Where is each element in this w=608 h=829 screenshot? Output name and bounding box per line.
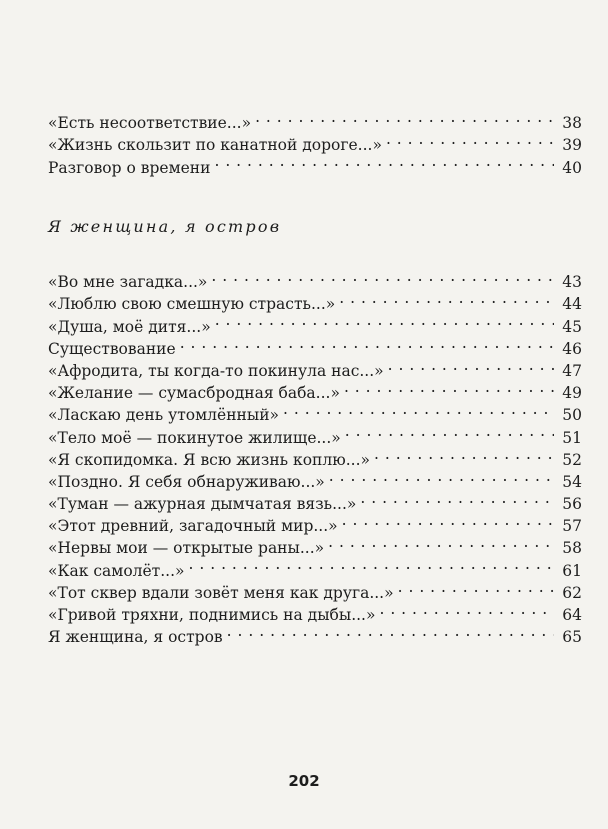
- toc-entry-page: 61: [562, 561, 582, 580]
- toc-entry-title: «Тот сквер вдали зовёт меня как друга...»: [48, 583, 394, 602]
- toc-leader-dots: [215, 309, 554, 331]
- toc-entry-title: «Ласкаю день утомлённый»: [48, 406, 280, 425]
- toc-entry-page: 45: [562, 317, 582, 336]
- toc-entry-title: «Люблю свою смешную страсть...»: [48, 295, 336, 314]
- toc-leader-dots: [344, 376, 554, 398]
- toc-leader-dots: [374, 443, 554, 465]
- toc-leader-dots: [398, 576, 554, 598]
- toc-leader-dots: [189, 553, 554, 575]
- toc-entry-title: «Душа, моё дитя...»: [48, 317, 211, 336]
- toc-entry-page: 58: [562, 539, 582, 558]
- toc-entry-page: 39: [562, 136, 582, 155]
- toc-list-continued: [48, 106, 582, 177]
- toc-leader-dots: [360, 487, 554, 509]
- toc-entry-title: «Нервы мои — открытые раны...»: [48, 539, 325, 558]
- toc-entry-page: 65: [562, 628, 582, 647]
- toc-entry-title: «Туман — ажурная дымчатая вязь...»: [48, 495, 357, 514]
- toc-leader-dots: [180, 332, 554, 354]
- toc-entry-title: Разговор о времени: [48, 158, 211, 177]
- toc-entry-title: «Поздно. Я себя обнаруживаю...»: [48, 472, 325, 491]
- toc-leader-dots: [342, 509, 554, 531]
- toc-entry-page: 38: [562, 114, 582, 133]
- toc-entry-title: «Афродита, ты когда-то покинула нас...»: [48, 361, 384, 380]
- toc-entry-page: 57: [562, 517, 582, 536]
- toc-entry-page: 49: [562, 384, 582, 403]
- toc-entry-title: «Жизнь скользит по канатной дороге...»: [48, 136, 382, 155]
- toc-entry-title: «Этот древний, загадочный мир...»: [48, 517, 338, 536]
- toc-entry-title: «Гривой тряхни, поднимись на дыбы...»: [48, 606, 376, 624]
- toc-leader-dots: [329, 465, 554, 487]
- toc-entry-page: 46: [562, 339, 582, 358]
- toc-entry-title: «Я скопидомка. Я всю жизнь коплю...»: [48, 450, 370, 469]
- toc-leader-dots: [379, 598, 554, 620]
- toc-leader-dots: [345, 420, 554, 442]
- toc-entry-page: 43: [562, 273, 582, 292]
- toc-entry-page: 62: [562, 583, 582, 602]
- toc-entry-title: «Как самолёт...»: [48, 561, 185, 580]
- toc-entry-title: «Желание — сумасбродная баба...»: [48, 384, 340, 403]
- toc-entry-page: 56: [562, 495, 582, 514]
- toc-entry: [48, 265, 582, 292]
- toc-entry-title: Я женщина, я остров: [48, 628, 223, 647]
- page-number: 202: [288, 772, 320, 790]
- toc-leader-dots: [339, 287, 554, 309]
- toc-entry-page: 44: [562, 295, 582, 314]
- toc-leader-dots: [386, 128, 554, 150]
- toc-list-section: [48, 265, 582, 647]
- toc-leader-dots: [388, 354, 554, 376]
- toc-entry-page: 40: [562, 158, 582, 177]
- toc-entry-title: Существование: [48, 339, 176, 358]
- toc-leader-dots: [328, 531, 554, 553]
- toc-entry-title: «Есть несоответствие...»: [48, 114, 252, 133]
- toc-entry-page: 54: [562, 472, 582, 491]
- toc-leader-dots: [283, 398, 554, 420]
- toc-leader-dots: [255, 106, 554, 128]
- toc-entry-title: «Во мне загадка...»: [48, 273, 208, 292]
- toc-entry-page: 47: [562, 361, 582, 380]
- toc-entry-page: 51: [562, 428, 582, 447]
- toc-leader-dots: [214, 150, 554, 172]
- toc-leader-dots: [211, 265, 554, 287]
- toc-entry: [48, 106, 582, 133]
- section-heading: Я женщина, я остров: [48, 217, 282, 236]
- toc-leader-dots: [227, 620, 554, 642]
- toc-entry-page: 52: [562, 450, 582, 469]
- toc-entry-title: «Тело моё — покинутое жилище...»: [48, 428, 341, 447]
- toc-entry-page: 50: [562, 406, 582, 425]
- toc-entry-page: 64: [562, 606, 582, 624]
